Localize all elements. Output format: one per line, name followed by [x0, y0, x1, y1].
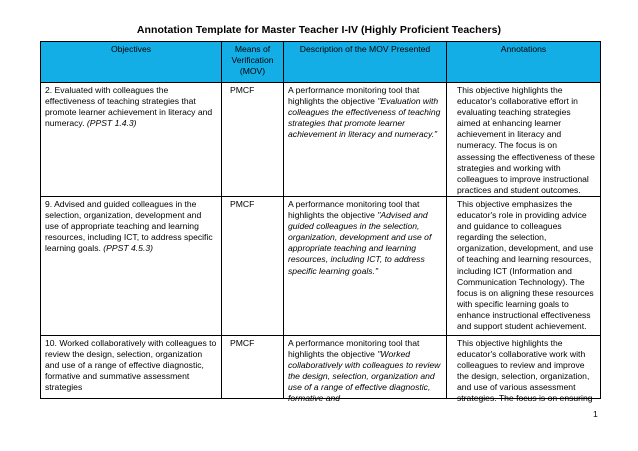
annotation-text: This objective highlights the educator's collaborative work with colleagues to review and improve the design, selection, organization, and use of various assessment strategies. The focus is on ensuring: [457, 337, 593, 404]
description-quote: "Advised and guided colleagues in the selection, organization, development and use of appropriate teaching and learning resources, including ICT, to address specific learning goals.": [288, 210, 432, 276]
objective-cell: [41, 335, 222, 398]
objective-text: 2. Evaluated with colleagues the effectiveness of teaching strategies that promote learner achievement in literacy and numeracy.: [45, 85, 213, 129]
description-intro: A performance monitoring tool that highlights the objective: [288, 198, 420, 221]
objective-cell: [41, 83, 222, 197]
header-mov: [222, 42, 284, 83]
objective-text: 10. Worked collaboratively with colleagues to review the design, selection, organization and use of a range of effective diagnostic, formative and summative assessment strategies: [45, 337, 217, 393]
header-objectives: Objectives: [41, 42, 222, 83]
annotation-cell: This objective emphasizes the educator's role in providing advice and guidance to colleagues regarding the selection, organization, development, and use of teaching and learning resources, including ICT (Information and Communication Technology). The focus is on aligning these resources with specific learning goals to enhance instructional effectiveness and support student achievement.: [447, 196, 601, 335]
description-quote: "Evaluation with colleagues the effectiveness of teaching strategies that promote learner achievement in literacy and numeracy.": [288, 96, 441, 140]
table-row: [41, 196, 601, 335]
document-title: Annotation Template for Master Teacher I-IV (Highly Proficient Teachers): [136, 24, 502, 36]
header-mov-line3: (MOV): [239, 66, 266, 76]
annotation-cell: This objective highlights the educator's collaborative effort in evaluating teaching strategies aimed at enhancing learner achievement in literacy and numeracy. The focus is on assessing the effectiveness of these strategies and working with colleagues to improve instructional practices and student outcomes.: [447, 83, 601, 197]
description-cell: [284, 196, 447, 335]
objective-text: 9. Advised and guided colleagues in the selection, organization, development and use of appropriate teaching and learning resources, including ICT, to address specific learning goals.: [45, 198, 213, 254]
table-row: [41, 335, 601, 398]
mov-cell: [222, 335, 284, 398]
description-cell: [284, 83, 447, 197]
table-row: [41, 83, 601, 197]
header-description: Description of the MOV Presented: [284, 42, 447, 83]
description-intro: A performance monitoring tool that highlights the objective: [288, 85, 420, 107]
mov-value: PMCF: [230, 337, 255, 348]
header-mov-line2: Verification: [231, 55, 274, 65]
annotation-table: [40, 41, 601, 404]
page-number: 1: [593, 409, 598, 419]
header-annotations: Annotations: [447, 42, 601, 83]
table-header-row: [41, 42, 601, 83]
mov-cell: PMCF: [222, 196, 284, 335]
description-intro: A performance monitoring tool that highlights the objective: [288, 337, 420, 360]
objective-ref: (PPST 1.4.3): [86, 118, 137, 129]
description-cell: [284, 335, 447, 404]
mov-cell: PMCF: [222, 83, 284, 197]
annotation-cell: [447, 335, 601, 404]
objective-ref: (PPST 4.5.3): [103, 243, 153, 254]
header-mov-line1: Means of: [234, 44, 271, 54]
objective-cell: [41, 196, 222, 335]
description-quote: "Worked collaboratively with colleagues to review the design, selection, organization and use of a range of effective diagnostic, formative and: [288, 349, 441, 404]
